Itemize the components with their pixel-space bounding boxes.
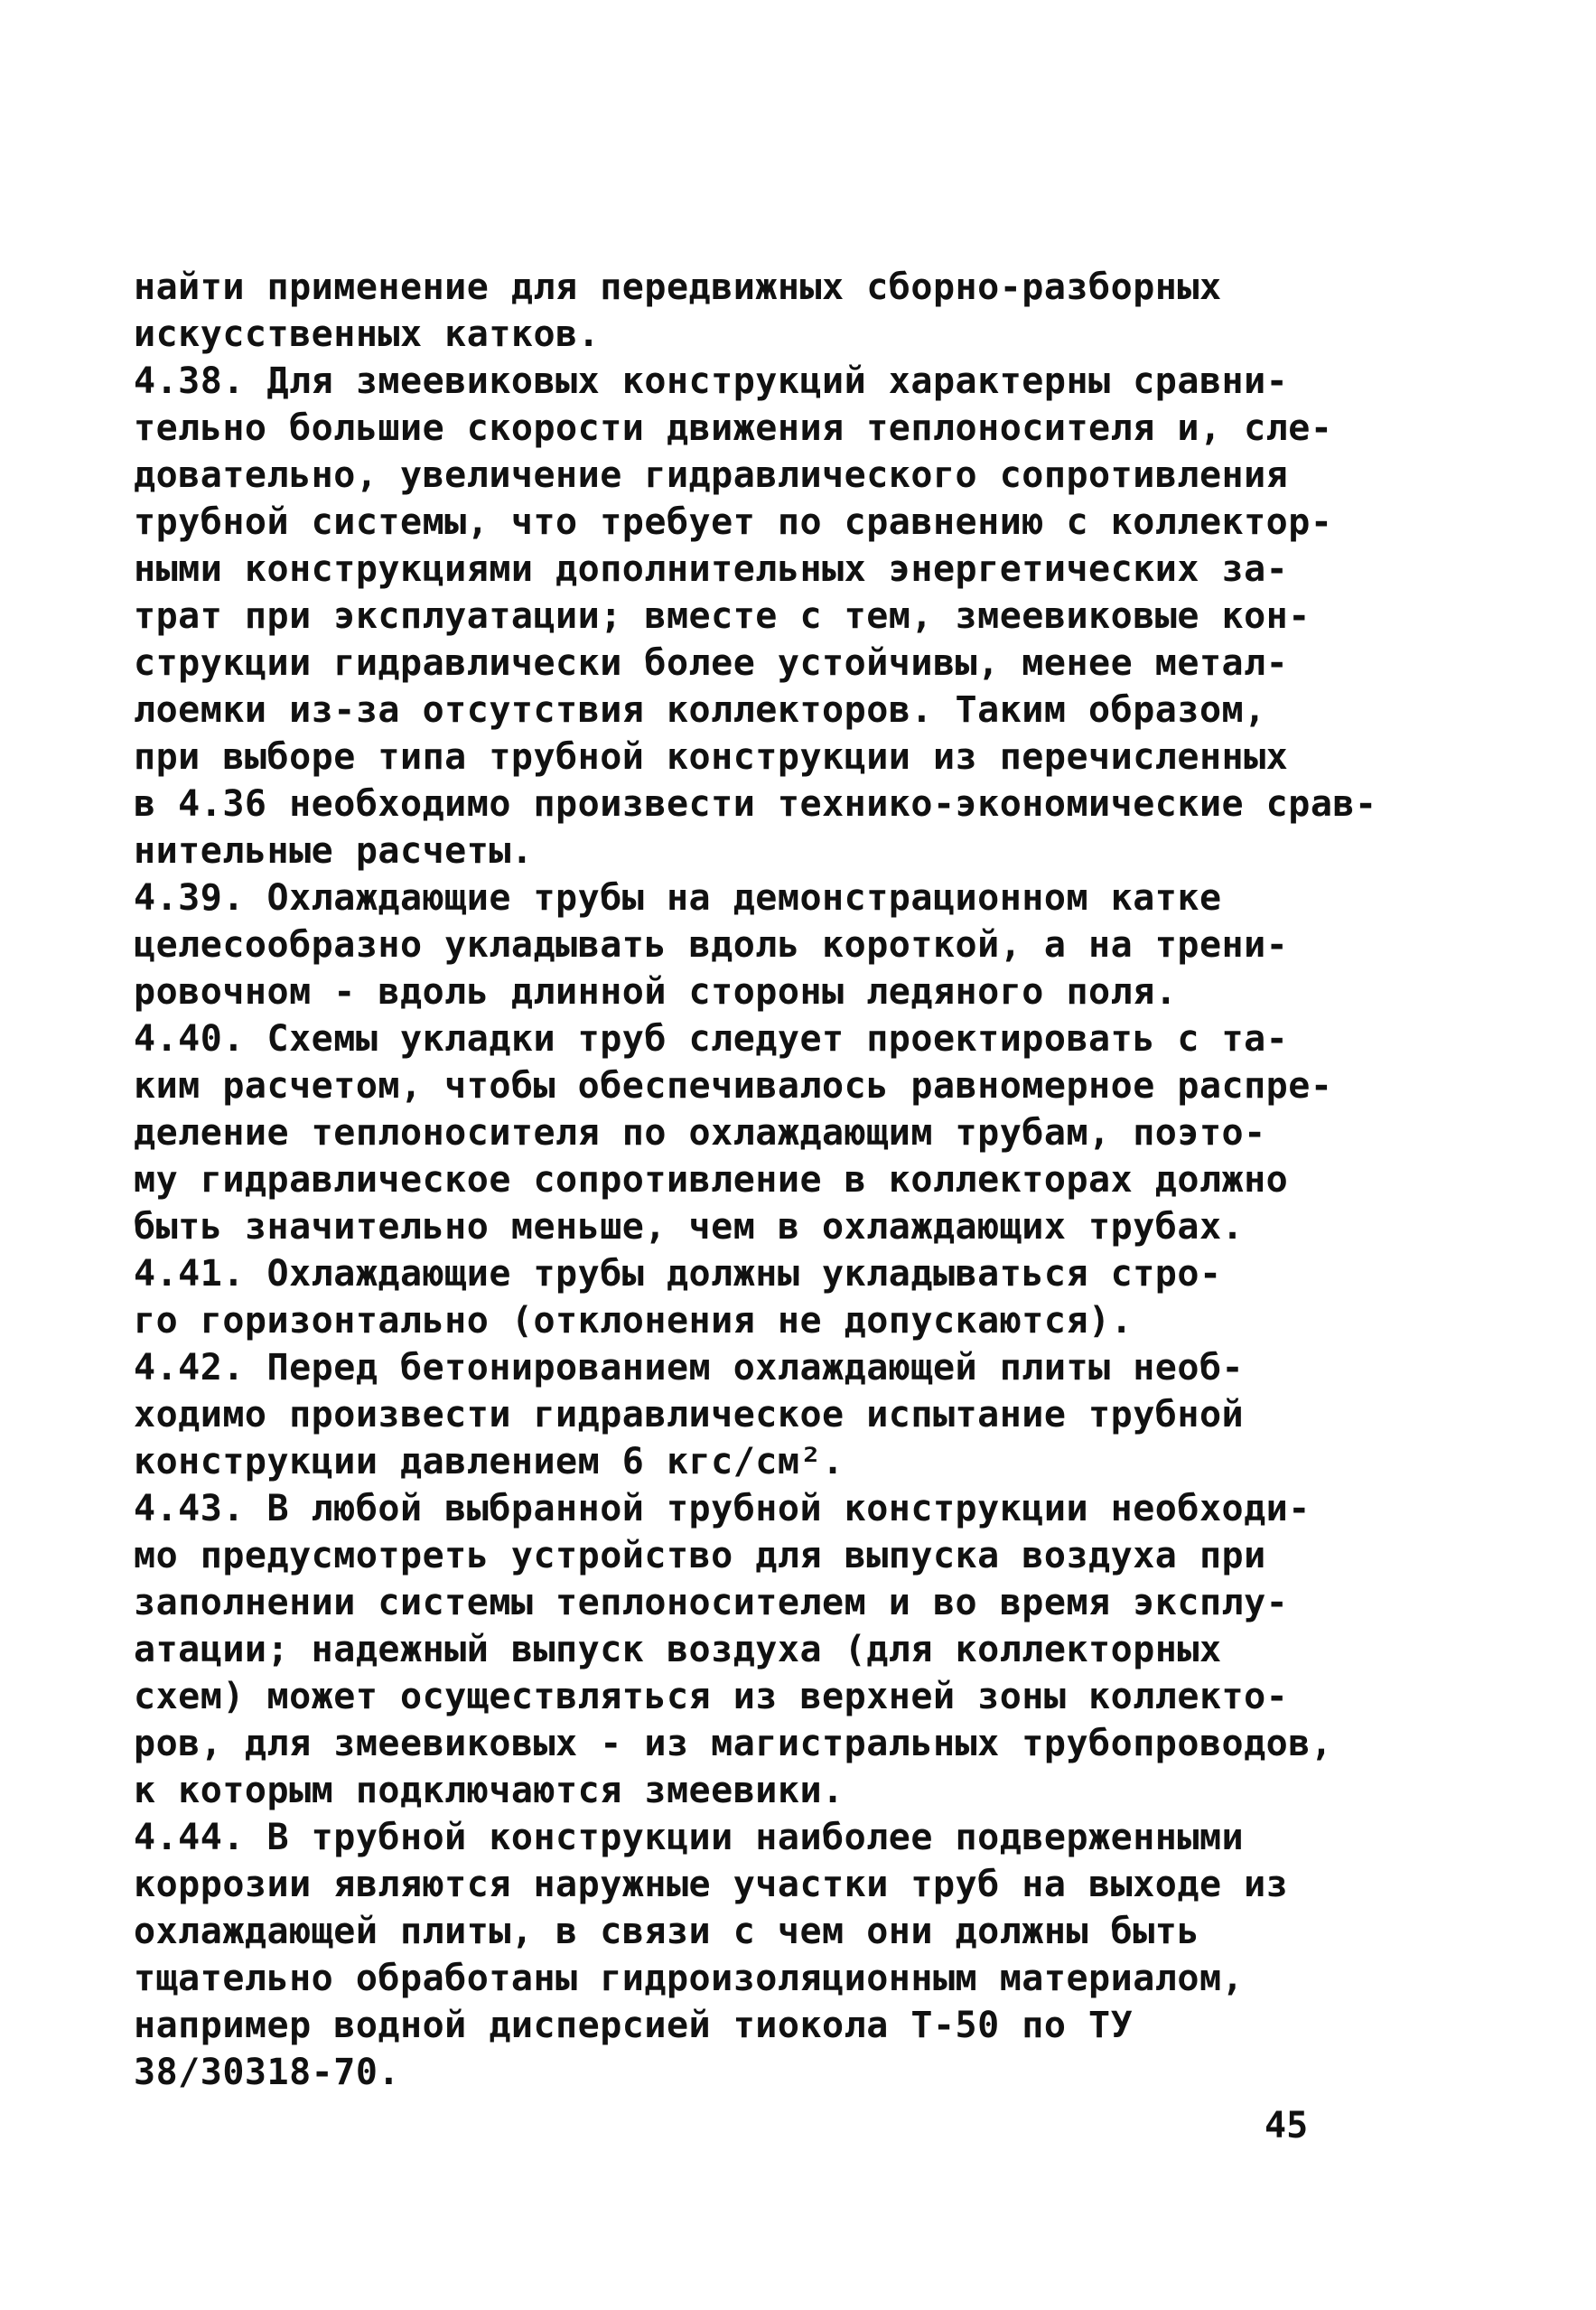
- text-line: 38/30318-70.: [134, 2052, 400, 2093]
- text-line: при выборе типа трубной конструкции из перечисленных: [134, 736, 1289, 778]
- text-line: в 4.36 необходимо произвести технико-экономические срав-: [134, 783, 1377, 825]
- text-line: тщательно обработаны гидроизоляционным материалом,: [134, 1958, 1245, 1999]
- text-line: 4.38. Для змеевиковых конструкций характерны сравни-: [134, 360, 1289, 402]
- text-line: трат при эксплуатации; вместе с тем, змеевиковые кон-: [134, 595, 1311, 637]
- text-line: найти применение для передвижных сборно-разборных: [134, 267, 1222, 308]
- text-line: довательно, увеличение гидравлического сопротивления: [134, 454, 1289, 496]
- text-line: деление теплоносителя по охлаждающим трубам, поэто-: [134, 1112, 1266, 1154]
- text-line: трубной системы, что требует по сравнению с коллектор-: [134, 501, 1333, 543]
- text-line: мо предусмотреть устройство для выпуска воздуха при: [134, 1535, 1266, 1576]
- text-line: заполнении системы теплоносителем и во время эксплу-: [134, 1582, 1289, 1623]
- text-line: го горизонтально (отклонения не допускаются).: [134, 1300, 1134, 1342]
- text-line: например водной дисперсией тиокола Т-50 по ТУ: [134, 2005, 1134, 2046]
- page-number: 45: [1265, 2105, 1309, 2146]
- text-line: 4.41. Охлаждающие трубы должны укладываться стро-: [134, 1253, 1222, 1295]
- text-line: 4.42. Перед бетонированием охлаждающей плиты необ-: [134, 1347, 1245, 1389]
- text-line: конструкции давлением 6 кгс/см².: [134, 1441, 845, 1482]
- text-line: охлаждающей плиты, в связи с чем они должны быть: [134, 1911, 1199, 1952]
- text-line: струкции гидравлически более устойчивы, менее метал-: [134, 642, 1289, 684]
- text-line: быть значительно меньше, чем в охлаждающих трубах.: [134, 1206, 1245, 1248]
- text-line: 4.39. Охлаждающие трубы на демонстрационном катке: [134, 877, 1222, 919]
- text-line: лоемки из-за отсутствия коллекторов. Таким образом,: [134, 689, 1266, 731]
- text-line: 4.40. Схемы укладки труб следует проектировать с та-: [134, 1018, 1289, 1060]
- text-line: ровочном - вдоль длинной стороны ледяного поля.: [134, 971, 1178, 1013]
- text-line: коррозии являются наружные участки труб на выходе из: [134, 1864, 1289, 1905]
- text-line: целесообразно укладывать вдоль короткой, а на трени-: [134, 924, 1289, 966]
- text-line: 4.44. В трубной конструкции наиболее подверженными: [134, 1817, 1245, 1858]
- text-line: ким расчетом, чтобы обеспечивалось равномерное распре-: [134, 1065, 1333, 1107]
- text-line: тельно большие скорости движения теплоносителя и, сле-: [134, 407, 1333, 449]
- text-line: му гидравлическое сопротивление в коллекторах должно: [134, 1159, 1289, 1201]
- text-line: к которым подключаются змеевики.: [134, 1770, 845, 1811]
- text-line: ными конструкциями дополнительных энергетических за-: [134, 548, 1289, 590]
- text-line: схем) может осуществляться из верхней зоны коллекто-: [134, 1676, 1289, 1717]
- text-line: атации; надежный выпуск воздуха (для коллекторных: [134, 1629, 1222, 1670]
- body-text: [134, 264, 1377, 2096]
- text-line: ходимо произвести гидравлическое испытание трубной: [134, 1394, 1245, 1436]
- text-line: ров, для змеевиковых - из магистральных трубопроводов,: [134, 1723, 1333, 1764]
- text-line: 4.43. В любой выбранной трубной конструкции необходи-: [134, 1488, 1311, 1529]
- text-line: искусственных катков.: [134, 313, 601, 355]
- text-line: нительные расчеты.: [134, 830, 534, 872]
